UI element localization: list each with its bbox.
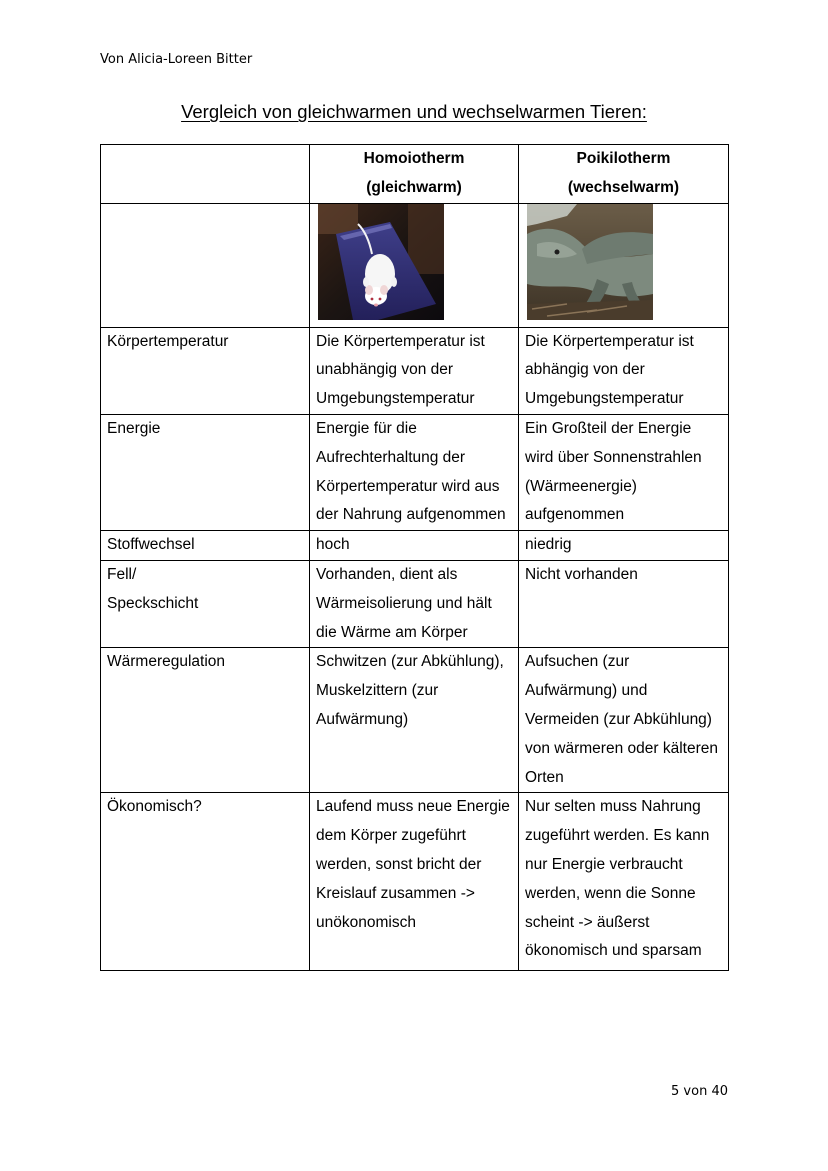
page-title: Vergleich von gleichwarmen und wechselwarmen Tieren: — [181, 101, 647, 122]
row-label: Energie — [101, 414, 310, 530]
lizard-image — [527, 204, 653, 320]
table-row — [101, 531, 729, 561]
table-header-row — [101, 145, 729, 204]
row-homoiotherm-cell: Vorhanden, dient als Wärmeisolierung und hält die Wärme am Körper — [310, 560, 519, 647]
table-row — [101, 414, 729, 530]
table-row — [101, 327, 729, 414]
comparison-table — [100, 144, 729, 971]
table-row — [101, 560, 729, 647]
row-poikilotherm-cell: niedrig — [519, 531, 729, 561]
header-poikilotherm — [519, 145, 729, 204]
header-empty-cell — [101, 145, 310, 204]
header-poikilotherm-line1: Poikilotherm — [576, 150, 671, 167]
row-label: Wärmeregulation — [101, 648, 310, 793]
header-homoiotherm-line2: (gleichwarm) — [366, 178, 462, 196]
row-homoiotherm-cell: Die Körpertemperatur ist unabhängig von der Umgebungstemperatur — [310, 327, 519, 414]
row-homoiotherm-cell: hoch — [310, 531, 519, 561]
row-poikilotherm-cell: Nur selten muss Nahrung zugeführt werden. Es kann nur Energie verbraucht werden, wenn die Sonne scheint -> äußerst ökonomisch und sparsam — [519, 793, 729, 971]
header-homoiotherm-line1: Homoiotherm — [363, 150, 465, 167]
row-homoiotherm-cell: Energie für die Aufrechterhaltung der Körpertemperatur wird aus der Nahrung aufgenommen — [310, 414, 519, 530]
table-row — [101, 793, 729, 971]
row-label: Stoffwechsel — [101, 531, 310, 561]
row-poikilotherm-cell: Nicht vorhanden — [519, 560, 729, 647]
lizard-image-cell — [519, 203, 729, 327]
table-row — [101, 648, 729, 793]
row-label: Fell/ Speckschicht — [101, 560, 310, 647]
mouse-image — [318, 204, 444, 320]
image-row — [101, 203, 729, 327]
row-poikilotherm-cell: Die Körpertemperatur ist abhängig von der Umgebungstemperatur — [519, 327, 729, 414]
page-number: 5 von 40 — [671, 1084, 728, 1099]
header-poikilotherm-line2: (wechselwarm) — [567, 178, 680, 196]
image-row-empty-cell — [101, 203, 310, 327]
row-poikilotherm-cell: Ein Großteil der Energie wird über Sonnenstrahlen (Wärmeenergie) aufgenommen — [519, 414, 729, 530]
row-homoiotherm-cell: Laufend muss neue Energie dem Körper zugeführt werden, sonst bricht der Kreislauf zusammen -> unökonomisch — [310, 793, 519, 971]
mouse-image-cell — [310, 203, 519, 327]
author-line: Von Alicia-Loreen Bitter — [100, 52, 253, 67]
row-poikilotherm-cell: Aufsuchen (zur Aufwärmung) und Vermeiden (zur Abkühlung) von wärmeren oder kälteren Orten — [519, 648, 729, 793]
header-homoiotherm — [310, 145, 519, 204]
row-label: Körpertemperatur — [101, 327, 310, 414]
row-label: Ökonomisch? — [101, 793, 310, 971]
row-homoiotherm-cell: Schwitzen (zur Abkühlung), Muskelzittern (zur Aufwärmung) — [310, 648, 519, 793]
